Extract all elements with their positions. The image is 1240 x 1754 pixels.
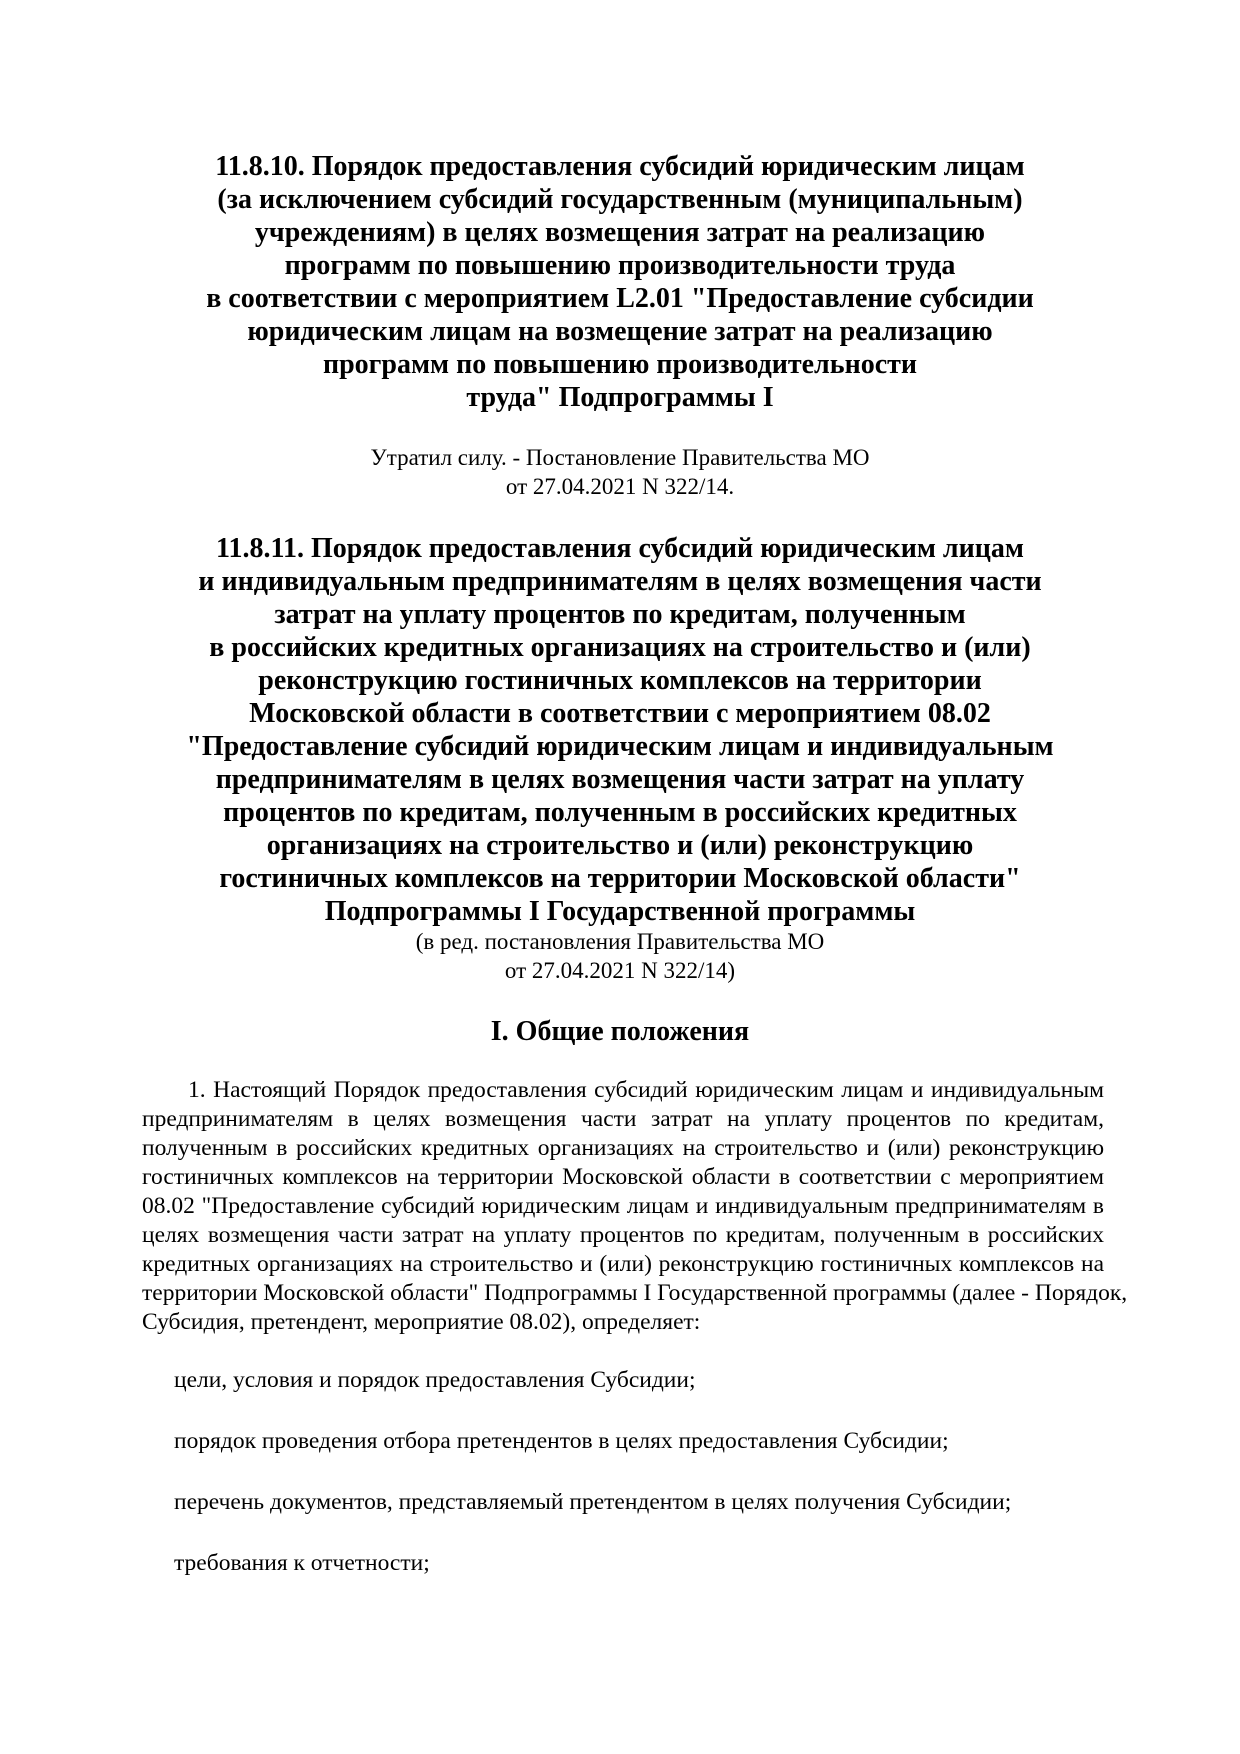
paragraph-line: 1. Настоящий Порядок предоставления субсидий юридическим лицам и индивидуальным xyxy=(188,1077,1104,1103)
paragraph-line: полученным в российских кредитных организациях на строительство и (или) реконструкцию xyxy=(142,1135,1104,1161)
heading-11-8-10 xyxy=(130,150,1110,414)
note-line: от 27.04.2021 N 322/14. xyxy=(505,474,735,499)
note-line: (в ред. постановления Правительства МО xyxy=(415,929,825,954)
list-item: перечень документов, представляемый претендентом в целях получения Субсидии; xyxy=(174,1489,1012,1515)
repeal-note xyxy=(130,443,1110,501)
note-line: от 27.04.2021 N 322/14) xyxy=(504,958,736,983)
heading-line: (за исключением субсидий государственным (муниципальным) xyxy=(217,184,1023,215)
heading-line: 11.8.10. Порядок предоставления субсидий юридическим лицам xyxy=(215,151,1025,182)
paragraph-line: 08.02 "Предоставление субсидий юридическим лицам и индивидуальным предпринимателям в xyxy=(142,1193,1104,1219)
heading-line: учреждениям) в целях возмещения затрат на реализацию xyxy=(254,217,986,248)
paragraph-line: кредитных организациях на строительство и (или) реконструкцию гостиничных комплексов на xyxy=(142,1251,1104,1277)
paragraph-1 xyxy=(142,1076,1128,1337)
heading-line: реконструкцию гостиничных комплексов на территории xyxy=(258,665,982,696)
heading-line: процентов по кредитам, полученным в российских кредитных xyxy=(223,797,1017,828)
heading-line: юридическим лицам на возмещение затрат на реализацию xyxy=(247,316,993,347)
paragraph-line: территории Московской области" Подпрограммы I Государственной программы (далее - Порядок, xyxy=(142,1280,1128,1306)
list-item: требования к отчетности; xyxy=(174,1550,430,1576)
heading-line: в российских кредитных организациях на строительство и (или) xyxy=(209,632,1031,663)
heading-line: организациях на строительство и (или) реконструкцию xyxy=(266,830,974,861)
heading-line: программ по повышению производительности труда xyxy=(284,250,956,281)
heading-line: Подпрограммы I Государственной программы xyxy=(324,896,916,927)
amendment-note xyxy=(130,927,1110,985)
heading-line: "Предоставление субсидий юридическим лицам и индивидуальным xyxy=(186,731,1054,762)
list-item: цели, условия и порядок предоставления Субсидии; xyxy=(174,1367,696,1393)
paragraph-line: предпринимателям в целях возмещения части затрат на уплату процентов по кредитам, xyxy=(142,1106,1104,1132)
heading-line: затрат на уплату процентов по кредитам, полученным xyxy=(274,599,966,630)
heading-11-8-11 xyxy=(130,532,1110,928)
paragraph-line: гостиничных комплексов на территории Московской области в соответствии с мероприятием xyxy=(142,1164,1104,1190)
list-item: порядок проведения отбора претендентов в целях предоставления Субсидии; xyxy=(174,1428,949,1454)
heading-line: 11.8.11. Порядок предоставления субсидий юридическим лицам xyxy=(216,533,1024,564)
heading-line: и индивидуальным предпринимателям в целях возмещения части xyxy=(198,566,1042,597)
heading-line: гостиничных комплексов на территории Московской области" xyxy=(219,863,1021,894)
heading-line: программ по повышению производительности xyxy=(322,349,918,380)
heading-line: Московской области в соответствии с мероприятием 08.02 xyxy=(249,698,991,729)
note-line: Утратил силу. - Постановление Правительства МО xyxy=(370,445,870,470)
paragraph-line: целях возмещения части затрат на уплату процентов по кредитам, полученным в российских xyxy=(142,1222,1104,1248)
section-title: I. Общие положения xyxy=(490,1016,750,1047)
heading-line: предпринимателям в целях возмещения части затрат на уплату xyxy=(215,764,1025,795)
paragraph-line: Субсидия, претендент, мероприятие 08.02), определяет: xyxy=(142,1309,701,1335)
heading-line: в соответствии с мероприятием L2.01 "Предоставление субсидии xyxy=(206,283,1034,314)
heading-line: труда" Подпрограммы I xyxy=(466,382,774,413)
